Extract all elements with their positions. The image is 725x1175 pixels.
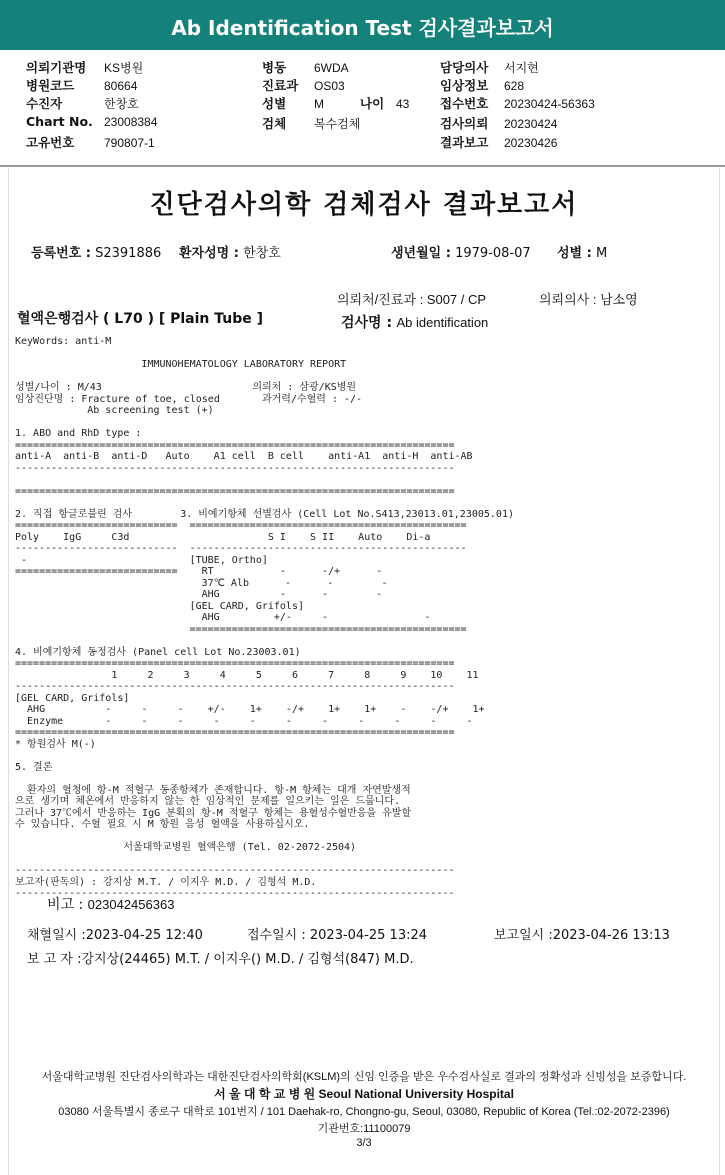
header-field-label: 접수번호 [440, 96, 489, 111]
header-field-label: 고유번호 [26, 135, 75, 150]
header-field-label: 검체 [262, 116, 287, 131]
patient-name: 환자성명 : 한창호 [179, 246, 281, 261]
header-field-label: 진료과 [262, 78, 299, 93]
report-paper [8, 168, 720, 1175]
header-field [26, 76, 137, 94]
reporters: 보 고 자 :강지상(24465) M.T. / 이지우() M.D. / 김형석(847) M.D. [27, 952, 414, 967]
header-field [440, 76, 524, 94]
header-field-label: 성별 [262, 96, 287, 111]
birth-date: 생년월일 : 1979-08-07 [391, 246, 531, 261]
header-field-label: 검사의뢰 [440, 116, 489, 131]
requesting-dept: 의뢰처/진료과 : S007 / CP [337, 292, 487, 307]
header-field-label: 병동 [262, 60, 287, 75]
header-field-value: 80664 [104, 79, 138, 93]
header-field [440, 114, 557, 132]
age-field [360, 94, 409, 112]
header-field [440, 58, 539, 76]
header-field-label: 의뢰기관명 [26, 60, 87, 75]
header-field-label: Chart No. [26, 114, 93, 129]
header-field-label: 수진자 [26, 96, 63, 111]
receipt-time: 접수일시 : 2023-04-25 13:24 [247, 928, 428, 943]
header-field [26, 114, 157, 129]
page-number: 3/3 [356, 1137, 372, 1149]
header-field [26, 58, 143, 76]
header-field [26, 133, 155, 151]
header-field-label: 결과보고 [440, 135, 489, 150]
report-banner: Ab Identification Test 검사결과보고서 [0, 0, 725, 50]
header-field-value: 6WDA [314, 61, 349, 75]
certification-note: 서울대학교병원 진단검사의학과는 대한진단검사의학회(KSLM)의 신임 인증을 받은 우수검사실로 결과의 정확성과 신빙성을 보증합니다. [41, 1071, 687, 1083]
header-field-value: OS03 [314, 79, 345, 93]
header-field [262, 58, 349, 76]
age-label: 나이 [360, 96, 385, 111]
header-field [262, 76, 345, 94]
lab-report-body: KeyWords: anti-M IMMUNOHEMATOLOGY LABORATORY REPORT 성별/나이 : M/43 의뢰처 : 삼광/KS병원 임상진단명 : Fracture of toe, closed 과거력/수혈력 : -/- Ab screening test (+) 1. ABO and RhD type : ========================================================================= anti-A anti-B anti-D Auto A1 cell B cell anti-A1 anti-H anti-AB ------------------------------------------------------------------------- ========================================================================= 2. 직접 항글로불린 검사 3. 비예기항체 선별검사 (Cell Lot No.S413,23013.01,23005.01) =========================== ============================================== Poly IgG C3d S I S II Auto Di-a --------------------------- ---------------------------------------------- - [TUBE, Ortho] =========================== RT - -/+ - 37℃ Alb - - - AHG - - - [GEL CARD, Grifols] AHG +/- - - ============================================== 4. 비예기항체 동정검사 (Panel cell Lot No.23003.01) ========================================================================= 1 2 3 4 5 6 7 8 9 10 11 ------------------------------------------------------------------------- [GEL CARD, Grifols] AHG - - - +/- 1+ -/+ 1+ 1+ - -/+ 1+ Enzyme - - - - - - - - - - - ========================================================================= * 항원검사 M(-) 5. 결론 환자의 혈청에 항-M 적혈구 동종항체가 존재합니다. 항-M 항체는 대개 자연발생적 으로 생기며 체온에서 반응하지 않는 한 임상적인 문제를 일으키는 일은 드뭅니다. 그러나 37℃에서 반응하는 IgG 분획의 항-M 적혈구 항체는 용혈성수혈반응을 유발할 수 있습니다. 수혈 필요 시 M 항원 음성 혈액을 사용하십시오. 서울대학교병원 혈액은행 (Tel. 02-2072-2504) ------------------------------------------------------------------------- 보고자(판독의) : 강지상 M.T. / 이지우 M.D. / 김형석 M.D. ------------------------------------------------------------------------- [15, 336, 514, 899]
header-field-value: 20230424 [504, 117, 558, 131]
header-field-value: 20230426 [504, 136, 558, 150]
header-field-value: 790807-1 [104, 136, 155, 150]
requesting-doctor: 의뢰의사 : 남소영 [539, 292, 638, 307]
remark: 비고 : 023042456363 [47, 897, 175, 913]
header-field-value: M [314, 97, 324, 111]
header-field-value: 23008384 [104, 115, 158, 129]
header-field [440, 133, 557, 151]
header-field [440, 94, 595, 112]
header-field [262, 94, 324, 112]
header-field-label: 담당의사 [440, 60, 489, 75]
registration-number: 등록번호 : S2391886 [31, 246, 162, 261]
age-value: 43 [396, 97, 410, 111]
header-field [262, 114, 360, 132]
section-title: 혈액은행검사 ( L70 ) [ Plain Tube ] [17, 311, 264, 327]
collection-time: 채혈일시 :2023-04-25 12:40 [27, 928, 203, 943]
hospital-name: 서 울 대 학 교 병 원 Seoul National University Hospital [214, 1087, 514, 1101]
header-field-value: 한창호 [104, 97, 139, 111]
header-field-value: 628 [504, 79, 525, 93]
report-time: 보고일시 :2023-04-26 13:13 [494, 928, 670, 943]
hospital-address: 03080 서울특별시 종로구 대학로 101번지 / 101 Daehak-ro, Chongno-gu, Seoul, 03080, Republic of Korea (Tel.:02-2072-2396) [58, 1106, 670, 1118]
header-field [26, 94, 139, 112]
header-info [0, 50, 725, 167]
report-title: 진단검사의학 검체검사 결과보고서 [149, 190, 579, 220]
exam-name: 검사명 : Ab identification [341, 315, 489, 331]
header-field-label: 임상정보 [440, 78, 489, 93]
header-field-value: 20230424-56363 [504, 97, 595, 111]
header-field-value: 복수검체 [314, 117, 361, 131]
header-field-value: 서지현 [504, 61, 539, 75]
institution-number: 기관번호:11100079 [317, 1123, 411, 1135]
header-field-label: 병원코드 [26, 78, 75, 93]
header-field-value: KS병원 [104, 61, 144, 75]
patient-sex: 성별 : M [557, 246, 608, 261]
